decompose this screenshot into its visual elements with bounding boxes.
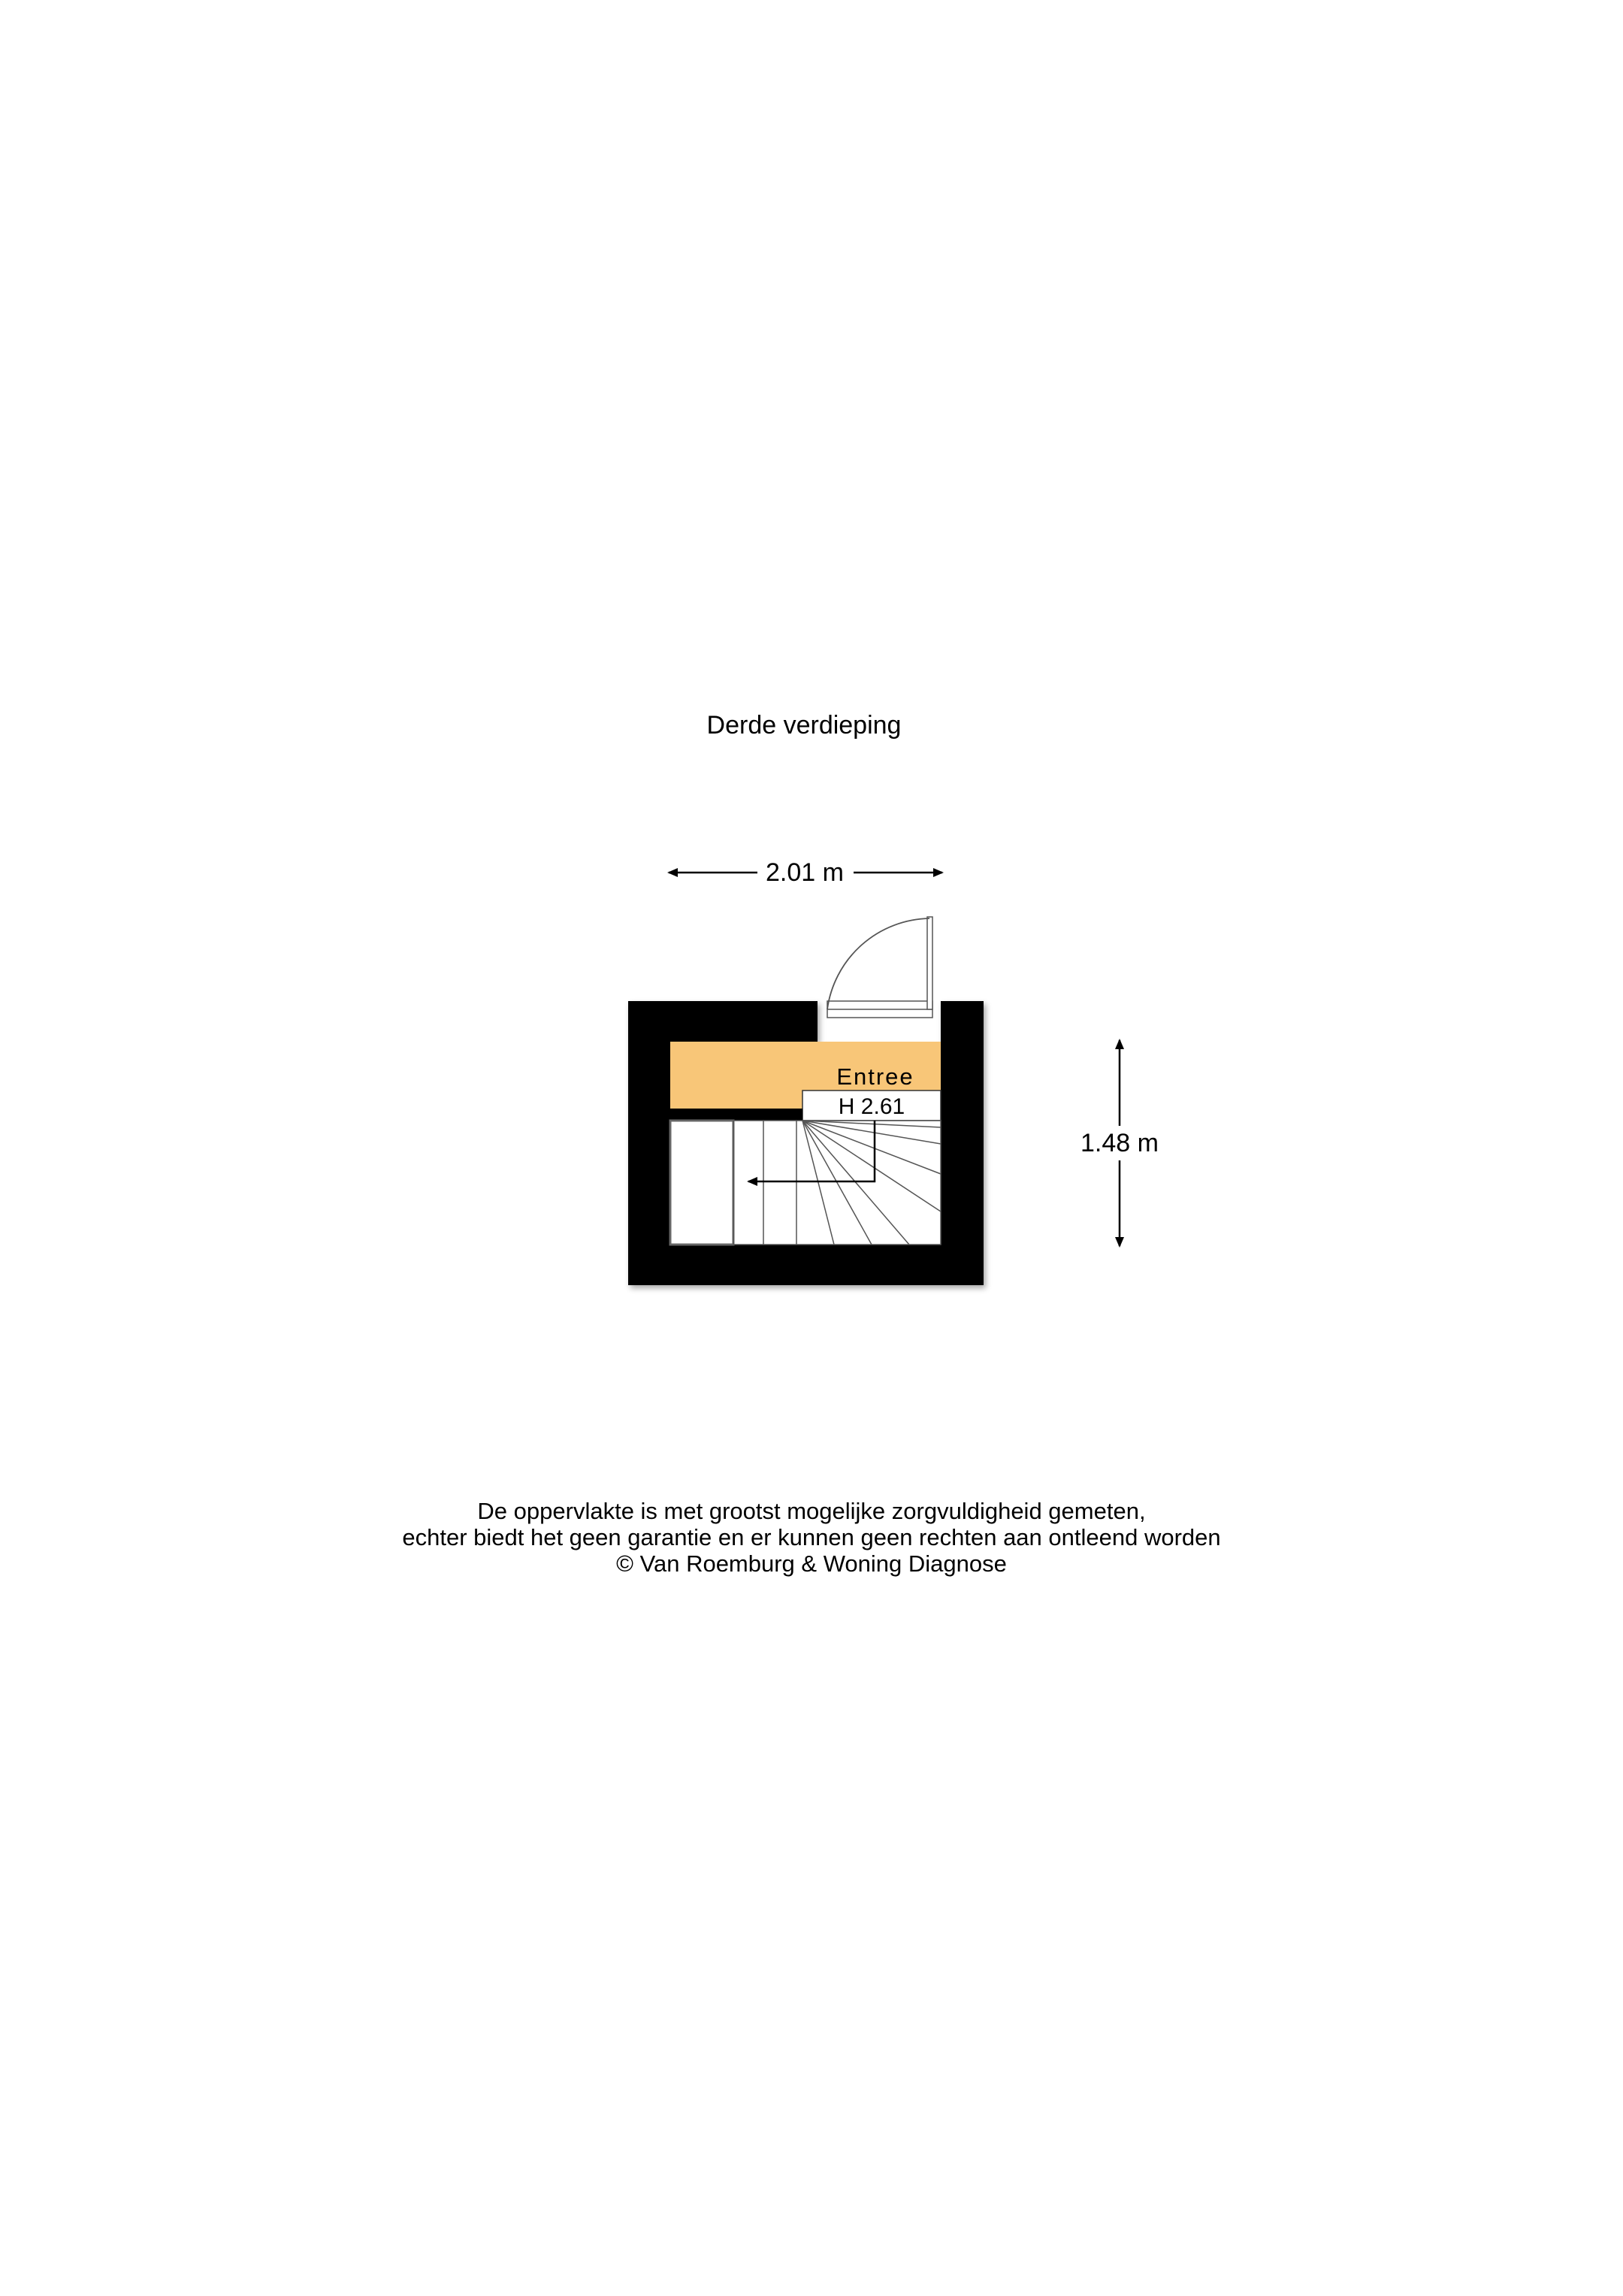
width-dimension: [669, 858, 942, 887]
door: [827, 917, 932, 1018]
width-label: 2.01 m: [766, 858, 844, 887]
disclaimer-line-2: echter biedt het geen garantie en er kunnen geen rechten aan ontleend worden: [402, 1524, 1221, 1550]
floor-title: Derde verdieping: [706, 711, 902, 740]
room-height-label: H 2.61: [838, 1094, 905, 1119]
interior-wall: [670, 1109, 802, 1121]
disclaimer: [0, 1498, 1623, 1577]
cabinet: [670, 1121, 733, 1245]
depth-label: 1.48 m: [1080, 1129, 1159, 1157]
room-entree-label: Entree: [836, 1063, 914, 1090]
depth-dimension: [1080, 1040, 1159, 1246]
disclaimer-line-1: De oppervlakte is met grootst mogelijke zorgvuldigheid gemeten,: [477, 1498, 1146, 1524]
copyright-line: © Van Roemburg & Woning Diagnose: [616, 1550, 1007, 1577]
